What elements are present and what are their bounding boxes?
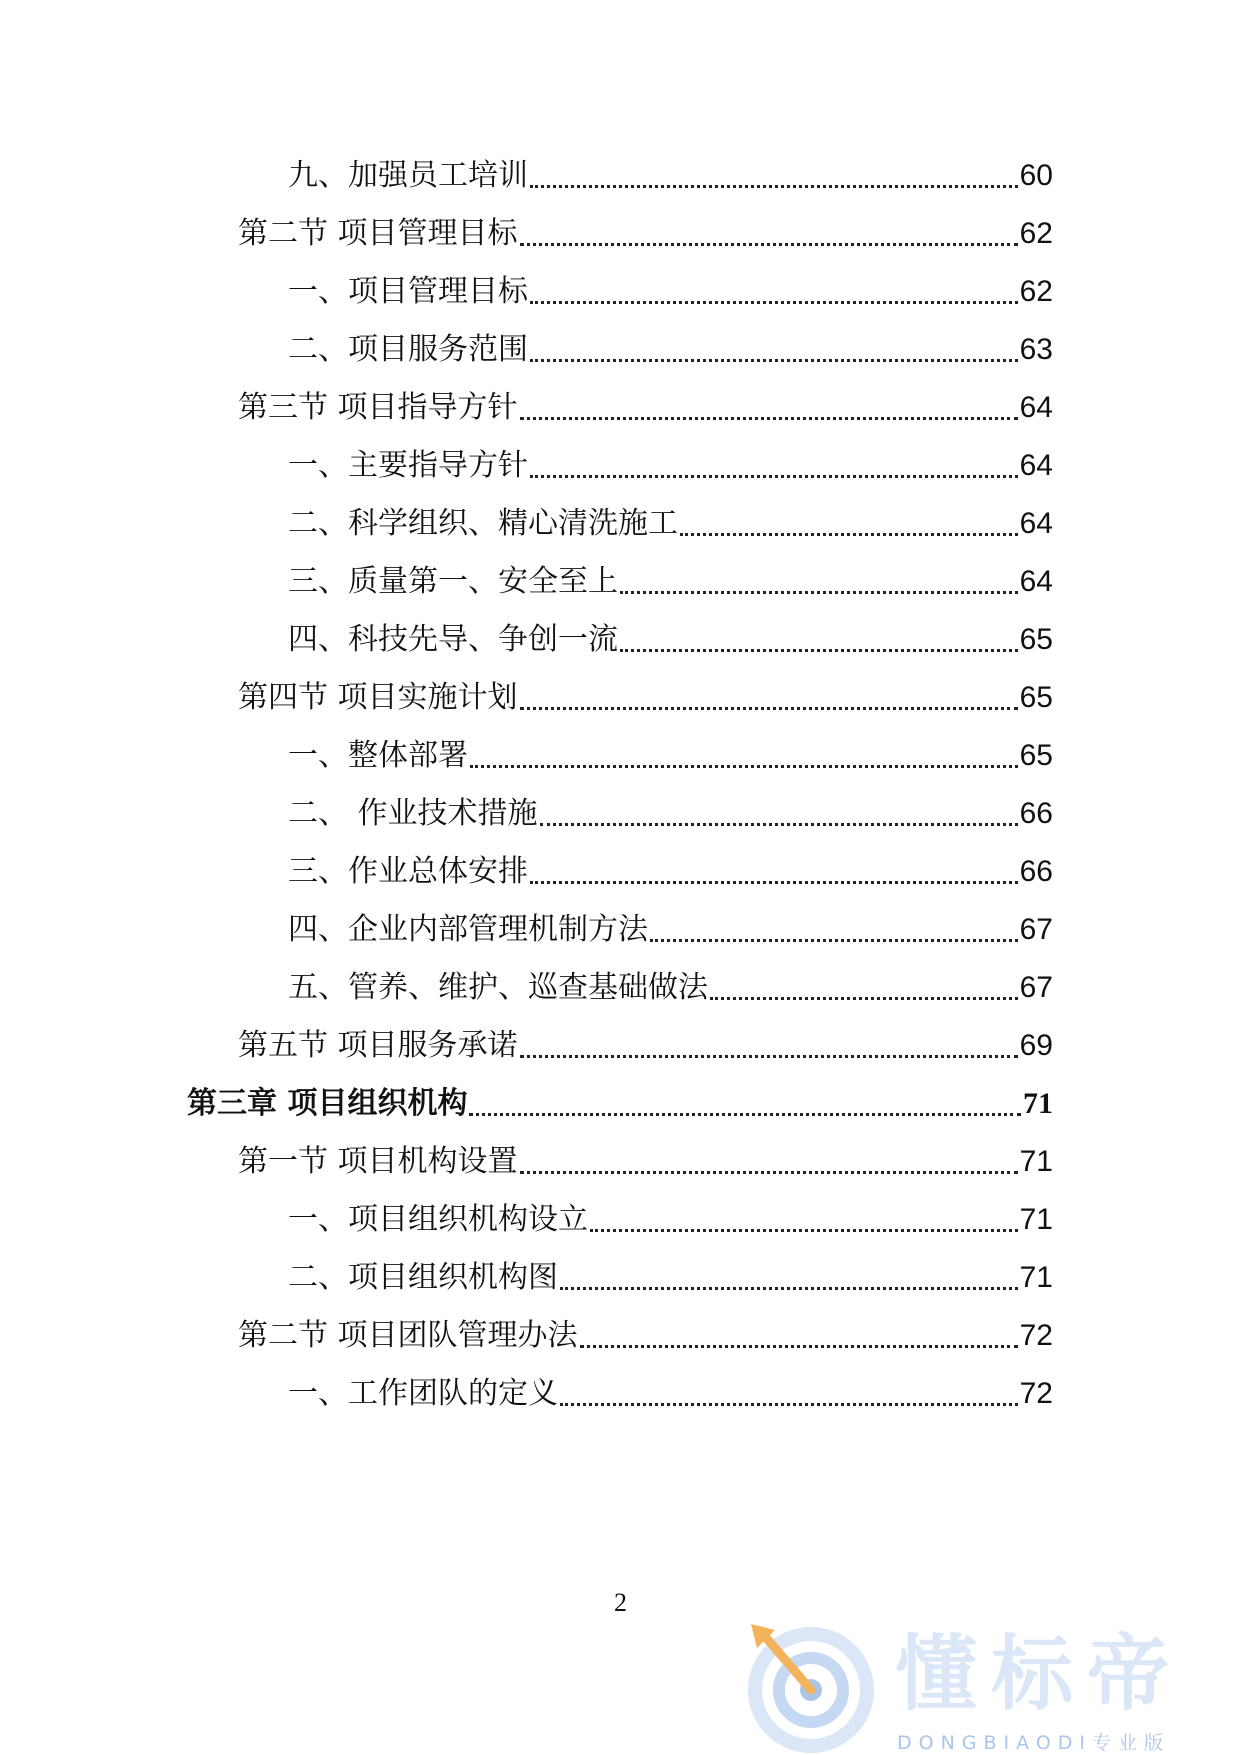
toc-entry-page: 65 [1019,681,1053,714]
toc-entry-title: 第二节 项目管理目标 [238,216,518,251]
toc-entry-page: 64 [1019,449,1053,482]
toc-entry[interactable] [288,436,1053,484]
toc-entry[interactable] [288,842,1053,890]
toc-entry[interactable] [288,494,1053,542]
toc-entry-title: 二、科学组织、精心清洗施工 [288,506,678,541]
toc-entry-title: 二、项目组织机构图 [288,1260,558,1295]
toc-dot-leader [530,358,1018,362]
toc-entry-page: 72 [1019,1377,1053,1410]
toc-entry[interactable] [288,726,1053,774]
toc-entry-page: 60 [1019,159,1053,192]
toc-entry-title: 一、主要指导方针 [288,448,528,483]
toc-entry-page: 67 [1019,971,1053,1004]
brand-watermark [745,1622,1225,1754]
toc-dot-leader [520,706,1018,710]
toc-entry-page: 64 [1019,565,1053,598]
toc-entry-title: 第四节 项目实施计划 [238,680,518,715]
toc-dot-leader [530,184,1018,188]
toc-entry-page: 66 [1019,797,1053,830]
toc-entry-title: 第五节 项目服务承诺 [238,1028,518,1063]
toc-entry[interactable] [238,1016,1053,1064]
toc-entry[interactable] [288,262,1053,310]
watermark-subtitle: DONGBIAODI专业版 [897,1732,1171,1754]
toc-dot-leader [520,416,1018,420]
toc-dot-leader [520,1054,1018,1058]
toc-chapter-entry[interactable] [187,1074,1053,1122]
toc-entry[interactable] [238,1306,1053,1354]
watermark-brand-name: 懂标帝 [895,1627,1184,1722]
toc-entry[interactable] [238,1132,1053,1180]
toc-entry-title: 四、企业内部管理机制方法 [288,912,648,947]
toc-entry-page: 65 [1019,739,1053,772]
toc-entry[interactable] [288,1364,1053,1412]
toc-dot-leader [590,1228,1018,1232]
toc-dot-leader [530,880,1018,884]
toc-entry-page: 71 [1019,1145,1053,1178]
toc-entry[interactable] [288,1190,1053,1238]
toc-entry-title: 三、质量第一、安全至上 [288,564,618,599]
toc-dot-leader [470,764,1018,768]
toc-entry[interactable] [288,1248,1053,1296]
toc-entry-page: 72 [1019,1319,1053,1352]
toc-entry-page: 71 [1023,1087,1053,1120]
toc-dot-leader [560,1286,1018,1290]
toc-entry-title: 第二节 项目团队管理办法 [238,1318,578,1353]
toc-entry[interactable] [288,958,1053,1006]
toc-entry-title: 九、加强员工培训 [288,158,528,193]
toc-dot-leader [520,242,1018,246]
toc-dot-leader [530,300,1018,304]
toc-entry-page: 62 [1019,217,1053,250]
toc-dot-leader [560,1402,1018,1406]
toc-dot-leader [469,1112,1021,1116]
toc-dot-leader [540,822,1018,826]
toc-entry-title: 二、 作业技术措施 [288,796,538,831]
toc-entry[interactable] [288,552,1053,600]
toc-dot-leader [530,474,1018,478]
toc-entry[interactable] [238,378,1053,426]
toc-entry[interactable] [288,320,1053,368]
toc-entry-title: 二、项目服务范围 [288,332,528,367]
toc-entry-page: 71 [1019,1203,1053,1236]
toc-entry-title: 第三节 项目指导方针 [238,390,518,425]
toc-entry[interactable] [238,668,1053,716]
toc-dot-leader [680,532,1018,536]
toc-entry[interactable] [288,610,1053,658]
toc-entry-title: 第三章 项目组织机构 [187,1086,468,1121]
toc-entry-title: 四、科技先导、争创一流 [288,622,618,657]
toc-entry-page: 71 [1019,1261,1053,1294]
toc-dot-leader [620,648,1018,652]
toc-entry-page: 62 [1019,275,1053,308]
toc-entry-page: 63 [1019,333,1053,366]
toc-dot-leader [520,1170,1018,1174]
toc-dot-leader [580,1344,1018,1348]
toc-entry[interactable] [288,900,1053,948]
toc-entry-title: 一、工作团队的定义 [288,1376,558,1411]
toc-entry-page: 66 [1019,855,1053,888]
toc-entry-title: 一、整体部署 [288,738,468,773]
toc-entry-title: 一、项目管理目标 [288,274,528,309]
toc-entry[interactable] [288,784,1053,832]
toc-dot-leader [710,996,1018,1000]
toc-dot-leader [650,938,1018,942]
toc-entry-title: 一、项目组织机构设立 [288,1202,588,1237]
target-logo-icon [745,1622,877,1754]
toc-entry-page: 65 [1019,623,1053,656]
toc-entry-page: 64 [1019,507,1053,540]
toc-entry[interactable] [238,204,1053,252]
toc-entry-page: 67 [1019,913,1053,946]
toc-entry-page: 64 [1019,391,1053,424]
toc-entry-page: 69 [1019,1029,1053,1062]
toc-entry-title: 三、作业总体安排 [288,854,528,889]
toc-entry-title: 第一节 项目机构设置 [238,1144,518,1179]
toc-dot-leader [620,590,1018,594]
toc-entry[interactable] [288,146,1053,194]
toc-entry-title: 五、管养、维护、巡查基础做法 [288,970,708,1005]
page-number: 2 [614,1588,627,1617]
